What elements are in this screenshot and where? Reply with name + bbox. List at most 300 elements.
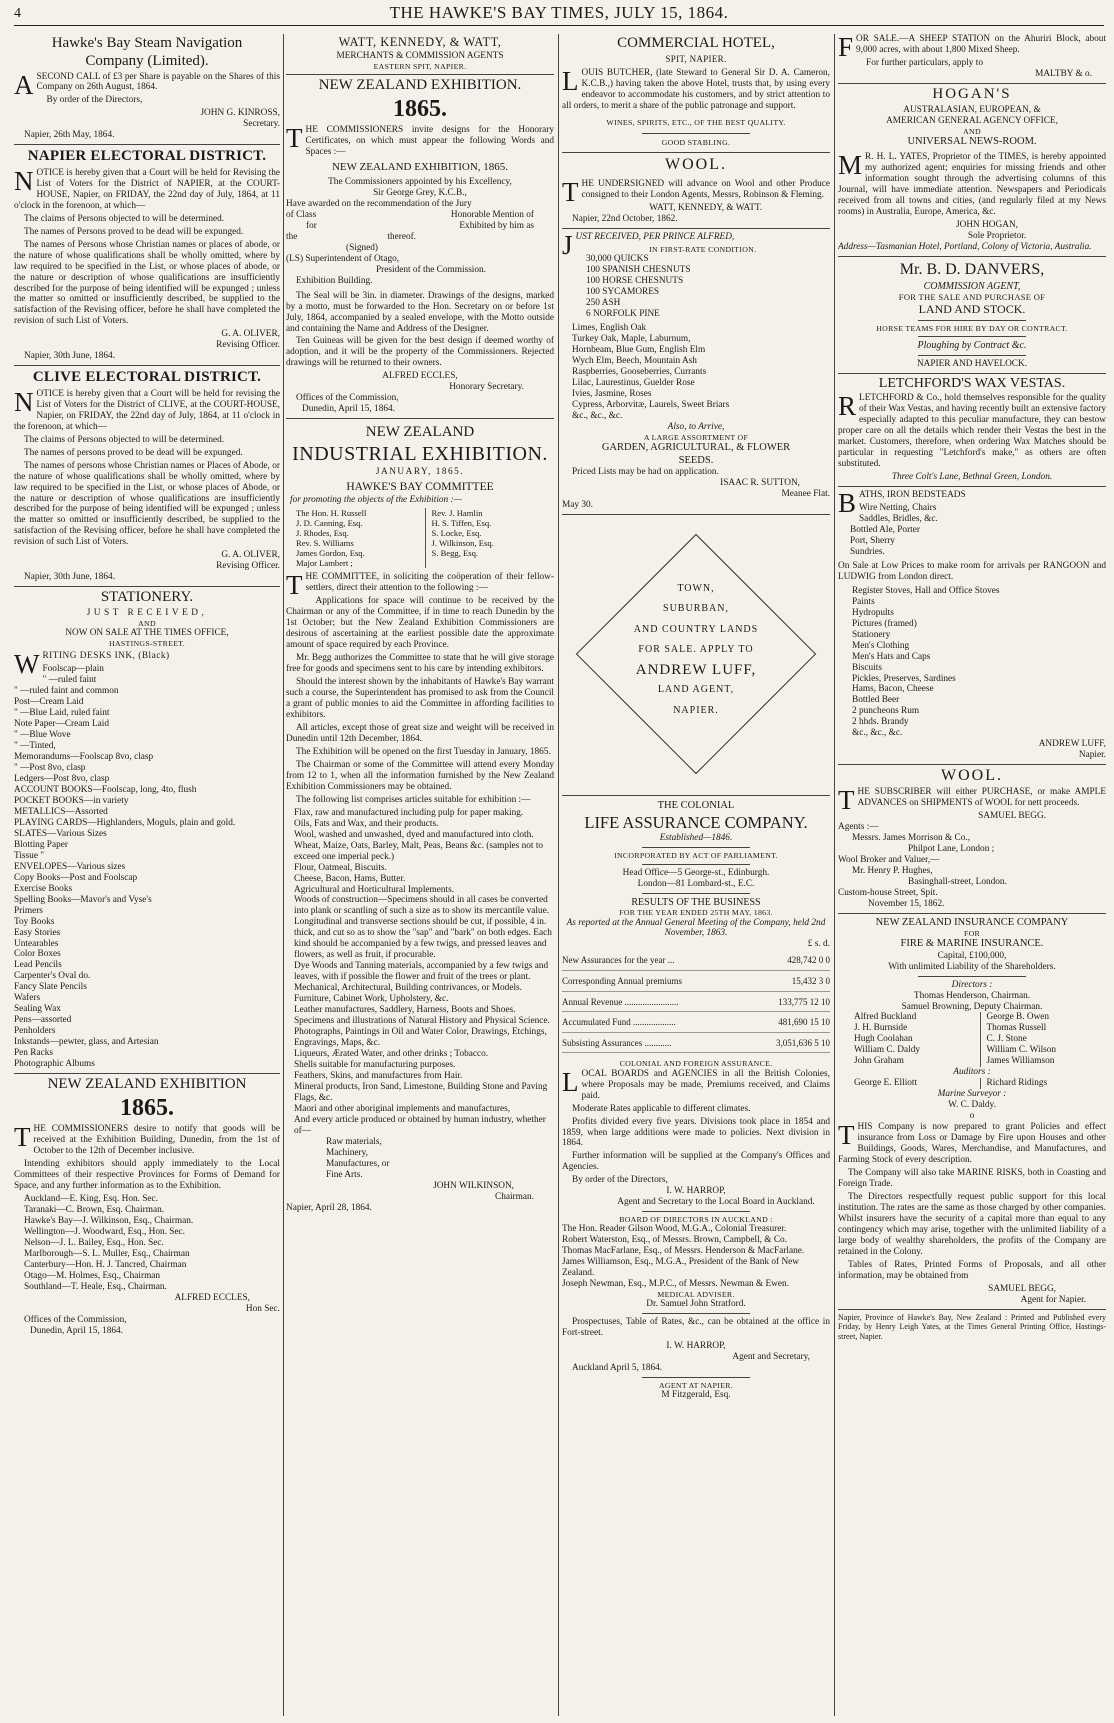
- agent-name: ANDREW LUFF,: [635, 661, 757, 678]
- ad-body: The Exhibition will be opened on the first Tuesday in January, 1865.: [296, 746, 551, 757]
- signatory-role: Secretary.: [243, 119, 280, 130]
- list-item: 6 NORFOLK PINE: [586, 309, 660, 320]
- table-row: [562, 1032, 830, 1053]
- ad-body: The Directors respectfully request public support for this local institution. The rates are the same as those charged by other companies. Whilst insurers have the security of a capital more than equal to any contingency which may arise, together with the unlimited liability of a large body of wealthy shareholders, the profits of the Company are retained in the Colony.: [838, 1191, 1106, 1257]
- signatory: MALTBY & o.: [1035, 68, 1092, 79]
- signatory-role: Agent and Secretary to the Local Board in Auckland.: [617, 1197, 815, 1208]
- list-item: Flax, raw and manufactured including pulp for paper making.: [294, 807, 524, 818]
- list-item: Pen Racks: [14, 1048, 53, 1059]
- list-item: Pictures (framed): [852, 618, 917, 629]
- list-item: Easy Stories: [14, 927, 61, 938]
- committee-member: Rev. S. Williams: [296, 537, 354, 548]
- danvers-ad: [838, 262, 1106, 370]
- ad-date: Napier, 30th June, 1864.: [24, 572, 116, 583]
- ad-subheading: JANUARY, 1865.: [375, 467, 465, 478]
- auditors: [838, 1078, 1106, 1089]
- signatory-role: Hon Sec.: [245, 1303, 280, 1314]
- ad-body: RITING DESKS INK, (Black): [42, 651, 170, 662]
- ad-body: Also, to Arrive,: [667, 421, 725, 432]
- drop-cap: W: [14, 649, 40, 680]
- list-item: Sundries.: [850, 546, 885, 557]
- list-item: ENVELOPES—Various sizes: [14, 861, 126, 872]
- ad-subheading: AUSTRALASIAN, EUROPEAN, &: [903, 104, 1041, 115]
- list-item: Liqueurs, Ærated Water, and other drinks ; Tobacco.: [294, 1049, 489, 1060]
- ad-address: EASTERN SPIT, NAPIER.: [373, 61, 467, 71]
- list-item: Photographs, Paintings in Oil and Water Color, Drawings, Etchings, Engravings, Maps, &c.: [294, 1027, 547, 1049]
- exhibit-sublist: [286, 1137, 554, 1181]
- ad-body: LAND AGENT,: [657, 684, 735, 696]
- ad-date: November 15, 1862.: [868, 898, 945, 909]
- signatory-role: Agent for Napier.: [1020, 1294, 1086, 1305]
- director: Alfred Buckland: [854, 1012, 917, 1023]
- certificate-text: Exhibition Building.: [296, 275, 373, 286]
- list-item: Lilac, Laurestinus, Guelder Rose: [572, 378, 695, 389]
- list-item: Biscuits: [852, 662, 882, 673]
- list-item: Nelson—J. L. Bailey, Esq., Hon. Sec.: [24, 1237, 164, 1248]
- certificate-text: Exhibited by him as: [459, 220, 534, 231]
- ad-body: Mr. Henry P. Hughes,: [852, 865, 933, 876]
- stationery-list: [14, 664, 280, 1070]
- ad-body: The names of Persons proved to be dead will be expunged.: [24, 226, 244, 237]
- napier-electoral-ad: [14, 148, 280, 362]
- ad-date: Dunedin, April 15, 1864.: [30, 1325, 123, 1336]
- ad-body: By order of the Directors,: [572, 1175, 668, 1186]
- ad-subheading: Established—1846.: [659, 833, 733, 844]
- ad-heading: NEW ZEALAND: [365, 424, 475, 441]
- ad-address: Address—Tasmanian Hotel, Portland, Colony of Victoria, Australia.: [838, 241, 1092, 252]
- list-item: Maori and other aboriginal implements and manufactures,: [294, 1103, 511, 1114]
- list-item: 250 ASH: [586, 298, 621, 309]
- ad-body: The names of persons proved to be dead will be expunged.: [24, 447, 243, 458]
- certificate-text: (LS) Superintendent of Otago,: [286, 253, 400, 264]
- drop-cap: B: [838, 488, 857, 518]
- list-item: Men's Clothing: [852, 640, 910, 651]
- ad-body: Should the interest shown by the inhabitants of Hawke's Bay warrant such a course, the Superintendent has promised to ask from the Council a grant of public monies to aid the Committee in affording facilities to exhibitors.: [286, 677, 554, 720]
- list-item: Hams, Bacon, Cheese: [852, 684, 934, 695]
- list-item: Saddles, Bridles, &c.: [859, 513, 938, 524]
- certificate-text: Have awarded on the recommendation of the Jury: [286, 198, 472, 209]
- list-item: Otago—M. Holmes, Esq., Chairman: [24, 1270, 161, 1281]
- ad-body: For further particulars, apply to: [866, 57, 983, 68]
- ad-body: On Sale at Low Prices to make room for arrivals per RANGOON and LUDWIG from London direct.: [838, 560, 1106, 582]
- ad-heading: WOOL.: [941, 767, 1003, 785]
- committee-member: J. D. Canning, Esq.: [296, 517, 363, 528]
- colonial-life-ad: [562, 800, 830, 1402]
- list-item: Marlborough—S. L. Muller, Esq., Chairman: [24, 1248, 190, 1259]
- list-item: &c., &c., &c.: [852, 728, 903, 739]
- list-item: Primers: [14, 905, 43, 916]
- plant-list: [562, 323, 830, 422]
- ad-body: AND COUNTRY LANDS: [633, 623, 759, 635]
- ad-date: Napier, 30th June, 1864.: [24, 351, 116, 362]
- signatory: ALFRED ECCLES,: [382, 371, 458, 382]
- row-label: Corresponding Annual premiums: [562, 971, 743, 992]
- list-item: METALLICS—Assorted: [14, 806, 108, 817]
- goods-list: [838, 586, 1106, 740]
- list-item: Blotting Paper: [14, 839, 68, 850]
- steam-navigation-ad: [14, 36, 280, 141]
- ad-subheading: AND: [963, 126, 981, 136]
- ad-body: Priced Lists may be had on application.: [572, 466, 719, 477]
- director: John Graham: [854, 1056, 904, 1067]
- drop-cap: J: [562, 230, 573, 261]
- ad-body: The Seal will be 3in. in diameter. Drawings of the designs, marked by a motto, must be forwarded to the Hon. Secretary on or before 1st July, 1864, accompanied by a sealed envelope, with the Motto outside and containing the Name and Address of the Designer.: [286, 290, 554, 334]
- list-item: Robert Waterston, Esq., of Messrs. Brown, Campbell, & Co.: [562, 1235, 788, 1246]
- ad-heading: NAPIER ELECTORAL DISTRICT.: [27, 148, 267, 165]
- ad-body: Samuel Browning, Deputy Chairman.: [901, 1001, 1043, 1012]
- list-item: 100 SPANISH CHESNUTS: [586, 265, 691, 276]
- ornament: o: [969, 1111, 975, 1122]
- signatory-place: Napier.: [1078, 750, 1106, 761]
- ad-body: The Company will also take MARINE RISKS, both in Coasting and Foreign Trade.: [838, 1168, 1106, 1190]
- list-item: Manufactures, or: [326, 1158, 390, 1169]
- list-item: Turkey Oak, Maple, Laburnum,: [572, 334, 691, 345]
- row-label: New Assurances for the year ...: [562, 950, 743, 970]
- list-item: Raw materials,: [326, 1136, 382, 1147]
- ad-body: Wool Broker and Valuer,—: [838, 854, 940, 865]
- ad-body: Philpot Lane, London ;: [908, 843, 995, 854]
- letchford-ad: [838, 377, 1106, 483]
- list-item: Shells suitable for manufacturing purposes.: [294, 1060, 456, 1071]
- list-item: Untearables: [14, 938, 59, 949]
- ad-subheading: HAWKE'S BAY COMMITTEE: [346, 480, 494, 493]
- ad-body: OTICE is hereby given that a Court will be held for revising the List of Voters for the District of CLIVE, at the COURT-HOUSE, Napier, on FRIDAY, the 22nd day of July, 1864, at 11 o'clock in the forenoon, at which—: [14, 388, 280, 432]
- column-rule: [558, 34, 559, 1716]
- auditor: George E. Elliott: [854, 1078, 918, 1089]
- list-item: Toy Books: [14, 916, 55, 927]
- signatory-role: Chairman.: [495, 1191, 534, 1202]
- ad-year: 1865.: [120, 1094, 174, 1121]
- list-item: Agricultural and Horticultural Implements.: [294, 884, 455, 895]
- ad-body: Ten Guineas will be given for the best design if deemed worthy of adoption, and it will be the property of the Commissioners. Rejected drawings will be returned to their owners.: [286, 336, 554, 369]
- ad-body: All articles, except those of great size and weight will be received in Dunedin until 12th December, 1864.: [286, 722, 554, 744]
- baths-bedsteads-ad: [838, 490, 1106, 761]
- list-item: &c., &c., &c.: [572, 411, 623, 421]
- ad-subheading: SPIT, NAPIER.: [665, 53, 727, 64]
- ad-body: Ploughing by Contract &c.: [917, 339, 1027, 351]
- row-value: 3,051,636 5 10: [743, 1032, 830, 1053]
- directors-right: [980, 1012, 1107, 1067]
- committee-list: [14, 1194, 280, 1293]
- ad-body: OR SALE.—A SHEEP STATION on the Ahuriri Block, about 9,000 acres, with about 1,800 Mixed Sheep.: [856, 34, 1106, 55]
- ad-body: OTICE is hereby given that a Court will be held for Revising the List of Voters for the District of NAPIER, at the COURT-HOUSE, Napier, on FRIDAY, the 22nd day of July, 1864, at 11 o'clock in the forenoon, at which—: [14, 167, 280, 211]
- column-3: [562, 34, 830, 1719]
- list-item: Photographic Albums: [14, 1059, 95, 1070]
- signatory: JOHN G. KINROSS,: [200, 108, 280, 119]
- drop-cap: T: [562, 177, 579, 208]
- ad-body: Agents :—: [838, 821, 879, 832]
- ad-heading: NEW ZEALAND EXHIBITION.: [318, 76, 522, 93]
- ad-body: M Fitzgerald, Esq.: [661, 1390, 731, 1401]
- ad-body: FOR SALE. APPLY TO: [638, 644, 754, 656]
- list-item: Wheat, Maize, Oats, Barley, Malt, Peas, Beans &c. (samples not to exceed one imperial peck.): [294, 840, 544, 862]
- row-value: 481,690 15 10: [743, 1012, 830, 1033]
- directors-columns: [838, 1012, 1106, 1067]
- list-item: Bottled Ale, Porter: [850, 524, 920, 535]
- director: Hugh Coolahan: [854, 1034, 913, 1045]
- ad-subheading: Auditors :: [953, 1067, 991, 1078]
- row-label: Accumulated Fund ...................: [562, 1012, 743, 1033]
- list-item: Port, Sherry: [850, 535, 895, 546]
- ad-body: HE COMMISSIONERS desire to notify that goods will be received at the Exhibition Building, Dunedin, from the 1st of October to the 12th of December inclusive.: [33, 1124, 280, 1157]
- list-item: Mineral products, Iron Sand, Limestone, Building Stone and Paving Flags, &c.: [294, 1081, 548, 1103]
- ad-date: Napier, April 28, 1864.: [286, 1202, 372, 1213]
- list-item: Memorandums—Foolscap 8vo, clasp: [14, 752, 154, 763]
- director: William C. Wilson: [986, 1045, 1057, 1056]
- list-item: Wafers: [14, 993, 41, 1004]
- exhibit-list: [286, 808, 554, 1137]
- committee-member: J. Wilkinson, Esq.: [431, 537, 494, 548]
- list-item: " —ruled faint: [42, 675, 97, 686]
- directors-list: [562, 1224, 830, 1290]
- list-item: Fine Arts.: [326, 1169, 363, 1180]
- ad-body: Intending exhibitors should apply immediately to the Local Committees of their respective Provinces for Forms of Demand for Space, and any further information as to the Exhibition.: [14, 1159, 280, 1192]
- certificate-text: The Commissioners appointed by his Excellency,: [328, 176, 512, 187]
- ad-body: London—81 Lombard-st., E.C.: [637, 878, 755, 889]
- committee-members: [286, 508, 554, 569]
- ad-heading: HOGAN'S: [932, 85, 1012, 102]
- ad-body: UST RECEIVED, PER PRINCE ALFRED,: [575, 232, 735, 243]
- signatory: SAMUEL BEGG,: [988, 1283, 1056, 1294]
- ad-body: Prospectuses, Table of Rates, &c., can be obtained at the office in Fort-street.: [562, 1317, 830, 1339]
- ad-body: Messrs. James Morrison & Co.,: [852, 832, 971, 843]
- list-item: Wych Elm, Beech, Mountain Ash: [572, 356, 697, 367]
- list-item: Hornbeam, Blue Gum, English Elm: [572, 345, 706, 356]
- ad-subheading: FOR THE YEAR ENDED 25TH MAY, 1863.: [619, 908, 773, 918]
- row-label: Subsisting Assurances ............: [562, 1032, 743, 1053]
- ad-date: Auckland April 5, 1864.: [572, 1363, 663, 1374]
- director: William C. Daldy: [854, 1045, 920, 1056]
- list-item: Penholders: [14, 1026, 56, 1037]
- ad-subheading: COLONIAL AND FOREIGN ASSURANCE.: [619, 1059, 773, 1069]
- list-item: Furniture, Cabinet Work, Upholstery, &c.: [294, 994, 449, 1005]
- list-item: Wellington—J. Woodward, Esq., Hon. Sec.: [24, 1226, 186, 1237]
- ad-subheading: RESULTS OF THE BUSINESS: [631, 896, 761, 908]
- wool-purchase-ad: [838, 768, 1106, 909]
- list-item: Sealing Wax: [14, 1004, 61, 1015]
- ad-body: GARDEN, AGRICULTURAL, & FLOWER: [601, 442, 791, 454]
- ad-body: As reported at the Annual General Meeting of the Company, held 2nd November, 1863.: [566, 917, 826, 939]
- director: James Williamson: [986, 1056, 1055, 1067]
- ad-subheading: UNIVERSAL NEWS-ROOM.: [907, 135, 1037, 147]
- ad-body: NAPIER AND HAVELOCK.: [916, 358, 1028, 369]
- ad-subheading: AMERICAN GENERAL AGENCY OFFICE,: [886, 115, 1058, 126]
- goods-list: [838, 503, 1106, 558]
- certificate-text: thereof.: [387, 231, 417, 242]
- director: J. H. Burnside: [854, 1023, 908, 1034]
- list-item: Pens—assorted: [14, 1015, 72, 1026]
- ad-body: Mr. Begg authorizes the Committee to state that he will give storage free for goods and specimens sent to his care by intending exhibitors.: [286, 653, 554, 675]
- ad-body: By order of the Directors,: [46, 95, 143, 106]
- currency-header: £ s. d.: [807, 939, 830, 950]
- ad-body: Profits divided every five years. Divisions took place in 1854 and 1859, when large additions were made to policies. Next division in 1864.: [562, 1116, 830, 1149]
- ad-body: The claims of Persons objected to will be determined.: [24, 434, 225, 445]
- ad-year: 1865.: [393, 95, 447, 122]
- list-item: Dye Woods and Tanning materials, accompanied by a few twigs and leaves, with if possible the flower and fruit of the trees or plant.: [294, 961, 549, 983]
- ad-body: Thomas Henderson, Chairman.: [913, 990, 1031, 1001]
- drop-cap: R: [838, 391, 857, 422]
- ad-subheading: Directors :: [951, 979, 993, 990]
- list-item: Copy Books—Post and Foolscap: [14, 872, 138, 883]
- list-item: Cypress, Arborvitæ, Laurels, Sweet Briars: [572, 400, 730, 411]
- list-item: Stationery: [852, 629, 891, 640]
- column-2: [286, 34, 554, 1719]
- ad-subheading: Marine Surveyor :: [937, 1089, 1007, 1100]
- ad-body: Further information will be supplied at the Company's Offices and Agencies.: [562, 1151, 830, 1173]
- industrial-exhibition-ad: [286, 425, 554, 1213]
- commercial-hotel-ad: [562, 36, 830, 148]
- table-row: [562, 971, 830, 992]
- list-item: Inkstands—pewter, glass, and Artesian: [14, 1037, 159, 1048]
- signatory: WATT, KENNEDY, & WATT.: [649, 203, 763, 214]
- list-item: 100 HORSE CHESNUTS: [586, 276, 684, 287]
- list-item: Spelling Books—Mavor's and Vyse's: [14, 894, 152, 905]
- ad-body: HE COMMITTEE, in soliciting the coöperation of their fellow-settlers, direct their attention to the following :—: [305, 572, 554, 594]
- ad-heading: Company (Limited).: [85, 52, 209, 69]
- ad-body: WINES, SPIRITS, ETC., OF THE BEST QUALITY.: [606, 118, 786, 128]
- list-item: Limes, English Oak: [572, 323, 647, 334]
- committee-member: H. S. Tiffen, Esq.: [431, 517, 492, 528]
- ad-body: Head Office—5 George-st., Edinburgh.: [622, 867, 770, 878]
- certificate-text: for: [306, 220, 317, 231]
- list-item: Carpenter's Oval do.: [14, 971, 91, 982]
- nz-exhibition-designs-ad: [286, 78, 554, 415]
- nz-exhibition-ad-1: [14, 1077, 280, 1337]
- ad-body: HIS Company is now prepared to grant Policies and effect insurance from Loss or Damage by Fire upon Houses and other Buildings, Goods, Wares, Merchandise, and Manufactures, and Farming Stock of every description.: [838, 1122, 1106, 1166]
- column-4: [838, 34, 1106, 1719]
- committee-member: S. Locke, Esq.: [431, 527, 482, 538]
- ad-subheading: NOW ON SALE AT THE TIMES OFFICE,: [65, 628, 229, 639]
- ad-body: ATHS, IRON BEDSTEADS: [859, 490, 966, 500]
- column-1: [14, 34, 280, 1719]
- wool-advance-ad: [562, 157, 830, 226]
- drop-cap: N: [14, 165, 34, 196]
- row-value: 428,742 0 0: [743, 950, 830, 970]
- ad-body: W. C. Daldy.: [948, 1100, 996, 1111]
- list-item: Ledgers—Post 8vo, clasp: [14, 773, 110, 784]
- ad-body: Offices of the Commission,: [24, 1314, 127, 1325]
- director: George B. Owen: [986, 1012, 1050, 1023]
- page-header: [14, 4, 1104, 26]
- list-item: Fancy Slate Pencils: [14, 982, 87, 993]
- ad-address: Three Colt's Lane, Bethnal Green, London.: [891, 472, 1053, 483]
- list-item: " —Tinted,: [14, 741, 56, 752]
- director: C. J. Stone: [986, 1034, 1027, 1045]
- ad-body: Basinghall-street, London.: [908, 876, 1007, 887]
- page-number: 4: [14, 6, 21, 22]
- results-table: [562, 950, 830, 1053]
- certificate-heading: NEW ZEALAND EXHIBITION, 1865.: [331, 160, 509, 173]
- signatory: ANDREW LUFF,: [1038, 739, 1106, 750]
- printer-imprint: Napier, Province of Hawke's Bay, New Zealand : Printed and Published every Friday, by Henry Leigh Yates, at the Times General Printing Office, Hastings-street, Napier.: [838, 1312, 1106, 1341]
- ad-body: HORSE TEAMS FOR HIRE BY DAY OR CONTRACT.: [876, 323, 1068, 333]
- masthead-title: THE HAWKE'S BAY TIMES, JULY 15, 1864.: [389, 2, 729, 22]
- drop-cap: L: [562, 66, 579, 97]
- auditor: Richard Ridings: [980, 1078, 1107, 1089]
- ad-heading: STATIONERY.: [100, 589, 194, 606]
- ad-body: OUIS BUTCHER, (late Steward to General Sir D. A. Cameron, K.C.B.,) having taken the above Hotel, trusts that, by using every endeavor to accommodate his customers, and by strict attention to all orders, to merit a share of the public patronage and support.: [562, 68, 830, 112]
- list-item: Specimens and illustrations of Natural History and Physical Science.: [294, 1016, 550, 1027]
- list-item: And every article produced or obtained by human industry, whether of—: [294, 1114, 546, 1136]
- ad-body: The following list comprises articles suitable for exhibition :—: [296, 794, 531, 805]
- list-item: Taranaki—C. Brown, Esq. Chairman.: [24, 1205, 165, 1216]
- list-item: Machinery,: [326, 1147, 368, 1158]
- hogans-agency-ad: [838, 87, 1106, 253]
- list-item: PLAYING CARDS—Highlanders, Moguls, plain and gold.: [14, 817, 236, 828]
- signatory: SAMUEL BEGG.: [978, 810, 1046, 821]
- ad-heading: LIFE ASSURANCE COMPANY.: [584, 813, 808, 833]
- ad-body: Tables of Rates, Printed Forms of Proposals, and all other information, may be obtained from: [838, 1259, 1106, 1281]
- signatory-role: Agent and Secretary,: [732, 1352, 810, 1363]
- list-item: Raspberries, Gooseberries, Currants: [572, 367, 707, 378]
- committee-member: The Hon. H. Russell: [296, 507, 367, 518]
- signatory: I. W. HARROP,: [666, 1186, 726, 1197]
- ad-subheading: COMMISSION AGENT,: [923, 280, 1021, 292]
- list-item: Wool, washed and unwashed, dyed and manufactured into cloth.: [294, 829, 534, 840]
- signatory-role: Revising Officer.: [216, 561, 280, 572]
- committee-member: Rev. J. Hamlin: [431, 507, 483, 518]
- list-item: Lead Pencils: [14, 960, 62, 971]
- signatory: ISAAC R. SUTTON,: [720, 477, 800, 488]
- committee-left: [296, 508, 419, 569]
- ad-heading: COMMERCIAL HOTEL,: [617, 35, 775, 51]
- ad-body: Dr. Samuel John Stratford.: [646, 1299, 746, 1310]
- row-value: 133,775 12 10: [743, 991, 830, 1012]
- list-item: " —ruled faint and common: [14, 686, 119, 697]
- nz-insurance-ad: [838, 917, 1106, 1306]
- director: Thomas Russell: [986, 1023, 1047, 1034]
- drop-cap: T: [14, 1122, 31, 1153]
- ad-body: A LARGE ASSORTMENT OF: [643, 432, 749, 442]
- signatory: I. W. HARROP,: [666, 1341, 726, 1352]
- signatory: JOHN HOGAN,: [956, 219, 1018, 230]
- ad-subheading: MERCHANTS & COMMISSION AGENTS: [336, 50, 504, 61]
- ad-body: The Chairman or some of the Committee will attend every Monday from 12 to 1, when all the information furnished by the New Zealand Exhibition Commissioners may be obtained.: [286, 759, 554, 792]
- list-item: Thomas MacFarlane, Esq., of Messrs. Henderson & MacFarlane.: [562, 1246, 805, 1257]
- list-item: " —Blue Wove: [14, 730, 71, 741]
- ad-heading: Hawke's Bay Steam Navigation: [51, 35, 243, 51]
- list-item: Flour, Oatmeal, Biscuits.: [294, 862, 387, 873]
- list-item: Canterbury—Hon. H. J. Tancred, Chairman: [24, 1259, 187, 1270]
- tree-list: [562, 254, 830, 320]
- ad-heading: WATT, KENNEDY, & WATT,: [338, 35, 502, 49]
- table-row: [562, 991, 830, 1012]
- ad-body: GOOD STABLING.: [661, 138, 731, 148]
- drop-cap: T: [286, 123, 303, 154]
- list-item: Hawke's Bay—J. Wilkinson, Esq., Chairman.: [24, 1216, 194, 1227]
- list-item: Southland—T. Heale, Esq., Chairman.: [24, 1281, 167, 1292]
- ad-body: LETCHFORD & Co., hold themselves responsible for the quality of their Wax Vestas, and having recently built an extensive factory especially adapted to this peculiar manufacture, they can bestow proper care on all the details which render their Vestas the best in the market. Customers, therefore, when ordering Wax Matches should be particular in requesting "Letchford's make," as others are often substituted.: [838, 393, 1106, 470]
- ad-date: Dunedin, April 15, 1864.: [302, 404, 395, 415]
- ad-heading: WOOL.: [665, 155, 727, 173]
- ad-body: HE COMMISSIONERS invite designs for the Honorary Certificates, on which must appear the following Words and Spaces :—: [305, 125, 554, 157]
- table-row: [562, 950, 830, 970]
- list-item: ACCOUNT BOOKS—Foolscap, long, 4to, flush: [14, 784, 197, 795]
- list-item: Cheese, Bacon, Hams, Butter.: [294, 873, 406, 884]
- ad-subheading: for promoting the objects of the Exhibition :—: [290, 494, 462, 505]
- list-item: Feathers, Skins, and manufactures from Hair.: [294, 1070, 463, 1081]
- ad-body: Custom-house Street, Spit.: [838, 887, 938, 898]
- committee-member: James Gordon, Esq.: [296, 548, 365, 559]
- ad-body: Offices of the Commission,: [296, 393, 399, 404]
- clive-electoral-ad: [14, 369, 280, 583]
- ad-body: SECOND CALL of £3 per Share is payable on the Shares of this Company on 26th August, 1864.: [36, 71, 280, 93]
- row-value: 15,432 3 0: [743, 971, 830, 992]
- ad-subheading: IN FIRST-RATE CONDITION.: [649, 245, 757, 255]
- ad-body: HE UNDERSIGNED will advance on Wool and other Produce consigned to their London Agents, Messrs, Robinson & Fleming.: [581, 179, 830, 201]
- certificate-text: (Signed): [346, 242, 379, 253]
- certificate-text: of Class: [286, 209, 317, 220]
